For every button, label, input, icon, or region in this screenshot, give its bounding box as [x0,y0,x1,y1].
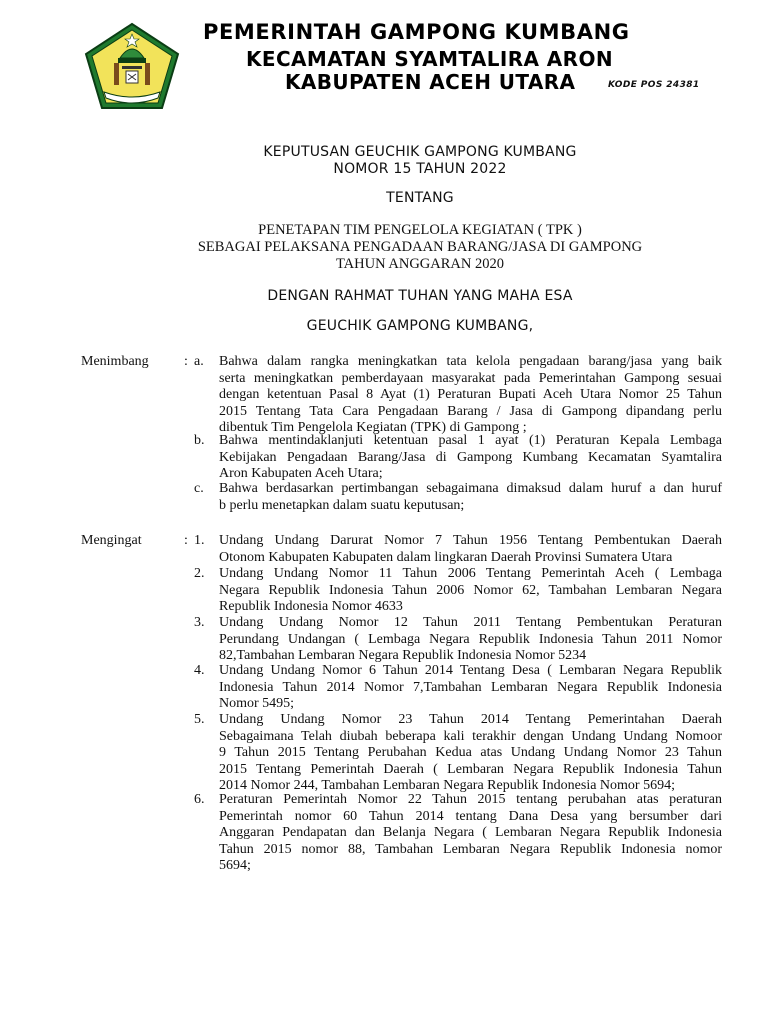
mengingat-item-line: 2014 Nomor 244, Tambahan Lembaran Negara Republik Indonesia Nomor 5694; [219,778,675,793]
mengingat-item-line: Nomor 5495; [219,696,295,711]
mengingat-item-line: Undang Undang Nomor 11 Tahun 2006 Tentang Pemerintah Aceh ( Lembaga [219,566,722,581]
geuchik-line: GEUCHIK GAMPONG KUMBANG, [306,318,534,334]
mengingat-item-line: Perundang Undangan ( Lembaga Negara Republik Indonesia Tahun 2011 Nomor [219,631,722,647]
subject-line-2: SEBAGAI PELAKSANA PENGADAAN BARANG/JASA DI GAMPONG [197,239,643,255]
mengingat-item-line: Tahun 2015 nomor 88, Tambahan Lembaran Negara Republik Indonesia nomor [219,841,722,857]
mengingat-item-line: Otonom Kabupaten Kabupaten dalam lingkaran Daerah Provinsi Sumatera Utara [219,549,673,565]
mengingat-item-line: Pemerintah nomor 60 Tahun 2014 tentang Dana Desa yang bersumber dari [219,808,722,824]
mengingat-label: Mengingat [81,533,142,548]
mengingat-item-line: 2015 Tentang Pemerintah Daerah ( Lembaran Negara Republik Indonesia Tahun [219,761,722,777]
mengingat-marker: 2. [194,566,205,581]
menimbang-colon: : [184,354,188,369]
menimbang-marker: b. [194,433,205,448]
mengingat-item-line: Anggaran Pendapatan dan Belanja Negara ( Lembaran Negara Republik Indonesia [219,825,722,840]
mengingat-marker: 1. [194,533,205,548]
menimbang-item-line: dibentuk Tim Pengelola Kegiatan (TPK) di Gampong ; [219,420,527,435]
mengingat-item-line: 9 Tahun 2015 Tentang Perubahan Kedua atas Undang Undang Nomor 23 Tahun [219,745,722,760]
mengingat-item-line: 82,Tambahan Lembaran Negara Republik Indonesia Nomor 5234 [219,648,587,663]
menimbang-marker: a. [194,354,204,369]
mengingat-item-line: Republik Indonesia Nomor 4633 [219,599,403,614]
rahmat-line: DENGAN RAHMAT TUHAN YANG MAHA ESA [267,288,573,304]
menimbang-item-line: Bahwa mentindaklanjuti ketentuan pasal 1 ayat (1) Peraturan Kepala Lembaga [219,433,722,448]
mengingat-marker: 5. [194,712,205,727]
decree-title: KEPUTUSAN GEUCHIK GAMPONG KUMBANG [263,144,577,160]
letterhead [0,0,768,125]
menimbang-item-line: b perlu menetapkan dalam suatu keputusan; [219,497,465,513]
mengingat-item-line: Undang Undang Nomor 12 Tahun 2011 Tentang Pembentukan Peraturan [219,615,722,630]
letterhead-line-2: KECAMATAN SYAMTALIRA ARON [246,47,613,71]
mengingat-marker: 4. [194,663,205,678]
menimbang-item-line: serta meningkatkan pemberdayaan masyarakat pada Pemerintahan Gampong sesuai [219,370,722,386]
mengingat-item-line: Undang Undang Darurat Nomor 7 Tahun 1956 Tentang Pembentukan Daerah [219,533,722,548]
mengingat-item-line: Peraturan Pemerintah Nomor 22 Tahun 2015 tentang perubahan atas peraturan [219,792,722,807]
aceh-utara-emblem-logo [84,22,180,110]
mengingat-item-line: 5694; [219,858,251,873]
mengingat-item-line: Undang Undang Nomor 23 Tahun 2014 Tentang Pemerintahan Daerah [219,712,722,727]
menimbang-item-line: 2015 Tentang Tata Cara Pengadaan Barang / Jasa di Gampong dipandang perlu [219,403,722,419]
menimbang-item-line: Bahwa dalam rangka meningkatkan tata kelola pengadaan barang/jasa yang baik [219,354,722,369]
letterhead-line-1: PEMERINTAH GAMPONG KUMBANG [203,20,630,44]
decree-tentang: TENTANG [386,190,454,206]
mengingat-marker: 3. [194,615,205,630]
menimbang-marker: c. [194,481,204,496]
subject-line-3: TAHUN ANGGARAN 2020 [335,256,504,272]
decree-number: NOMOR 15 TAHUN 2022 [333,161,507,177]
mengingat-item-line: Indonesia Tahun 2014 Nomor 7,Tambahan Lembaran Negara Republik Indonesia [219,679,722,695]
menimbang-item-line: Aron Kabupaten Aceh Utara; [219,466,383,481]
letterhead-line-3: KABUPATEN ACEH UTARA [285,70,576,94]
mengingat-colon: : [184,533,188,548]
menimbang-item-line: Bahwa berdasarkan pertimbangan sebagaimana dimaksud dalam huruf a dan huruf [219,481,722,496]
menimbang-item-line: dengan ketentuan Pasal 8 Ayat (1) Peraturan Bupati Aceh Utara Nomor 25 Tahun [219,387,722,402]
menimbang-label: Menimbang [81,354,149,369]
mengingat-item-line: Sebagaimana Telah diubah beberapa kali terakhir dengan Undang Undang Nomoor [219,728,722,744]
subject-line-1: PENETAPAN TIM PENGELOLA KEGIATAN ( TPK ) [258,222,582,238]
postal-code: KODE POS 24381 [608,80,700,90]
mengingat-marker: 6. [194,792,205,807]
menimbang-item-line: Kebijakan Pengadaan Barang/Jasa di Gampong Kumbang Kecamatan Syamtalira [219,449,722,465]
mengingat-item-line: Negara Republik Indonesia Tahun 2006 Nomor 62, Tambahan Lembaran Negara [219,582,722,598]
mengingat-item-line: Undang Undang Nomor 6 Tahun 2014 Tentang Desa ( Lembaran Negara Republik [219,663,722,678]
